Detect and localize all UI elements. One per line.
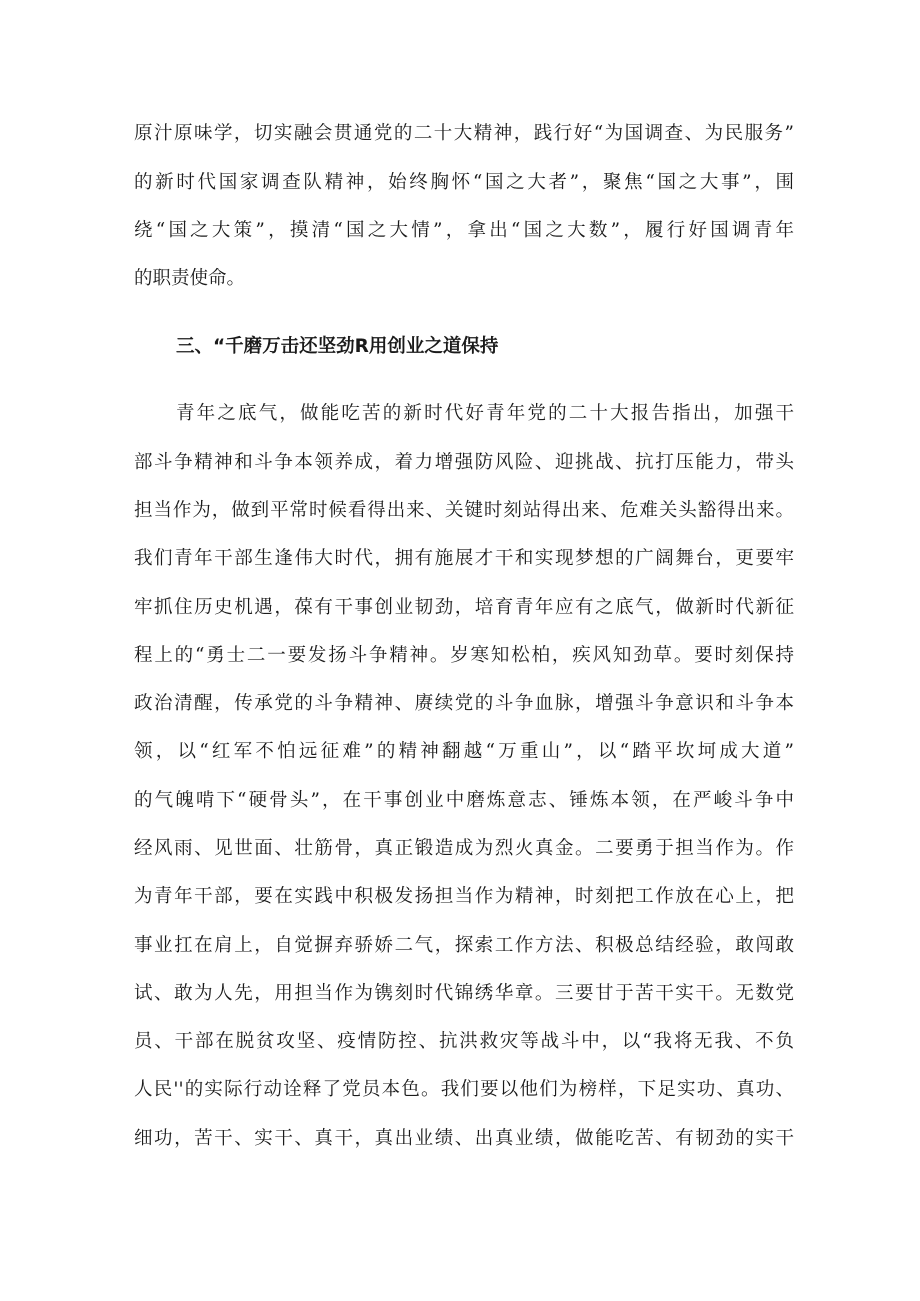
paragraph-line: 人民''的实际行动诠释了党员本色。我们要以他们为榜样，下足实功、真功、 — [134, 1079, 794, 1100]
paragraph-line: 我们青年干部生逢伟大时代，拥有施展才干和实现梦想的广阔舞台，更要牢 — [134, 548, 794, 569]
paragraph-line: 政治清醒，传承党的斗争精神、赓续党的斗争血脉，增强斗争意识和斗争本 — [134, 693, 794, 714]
paragraph-line: 程上的“勇士二一要发扬斗争精神。岁寒知松柏，疾风知劲草。要时刻保持 — [134, 645, 794, 666]
paragraph-line: 员、干部在脱贫攻坚、疫情防控、抗洪救灾等战斗中，以“我将无我、不负 — [134, 1031, 794, 1052]
paragraph-line: 牢抓住历史机遇，葆有干事创业韧劲，培育青年应有之底气，做新时代新征 — [134, 597, 794, 618]
paragraph-line: 的新时代国家调查队精神，始终胸怀“国之大者”，聚焦“国之大事”，围 — [134, 172, 794, 193]
paragraph-line: 细功，苦干、实干、真干，真出业绩、出真业绩，做能吃苦、有韧劲的实干 — [134, 1128, 794, 1149]
paragraph-line: 担当作为，做到平常时候看得出来、关键时刻站得出来、危难关头豁得出来。 — [134, 500, 794, 521]
paragraph-line: 为青年干部，要在实践中积极发扬担当作为精神，时刻把工作放在心上，把 — [134, 886, 794, 907]
paragraph-line: 试、敢为人先，用担当作为镌刻时代锦绣华章。三要甘于苦干实干。无数党 — [134, 983, 794, 1004]
paragraph-line: 事业扛在肩上，自觉摒弃骄娇二气，探索工作方法、积极总结经验，敢闯敢 — [134, 935, 794, 956]
paragraph-line: 部斗争精神和斗争本领养成，着力增强防风险、迎挑战、抗打压能力，带头 — [134, 452, 794, 473]
section-heading: 三、“千磨万击还坚劲R用创业之道保持 — [176, 336, 499, 357]
paragraph-line: 的职责使命。 — [134, 268, 246, 289]
paragraph-line: 青年之底气，做能吃苦的新时代好青年党的二十大报告指出，加强干 — [176, 403, 794, 424]
paragraph-line: 领，以“红军不怕远征难”的精神翻越“万重山”，以“踏平坎坷成大道” — [134, 741, 794, 762]
paragraph-line: 的气魄啃下“硬骨头”，在干事创业中磨炼意志、锤炼本领，在严峻斗争中 — [134, 790, 794, 811]
paragraph-line: 原汁原味学，切实融会贯通党的二十大精神，践行好“为国调查、为民服务” — [134, 123, 794, 144]
paragraph-line: 经风雨、见世面、壮筋骨，真正锻造成为烈火真金。二要勇于担当作为。作 — [134, 838, 794, 859]
paragraph-line: 绕“国之大策”，摸清“国之大情”，拿出“国之大数”，履行好国调青年 — [134, 220, 794, 241]
